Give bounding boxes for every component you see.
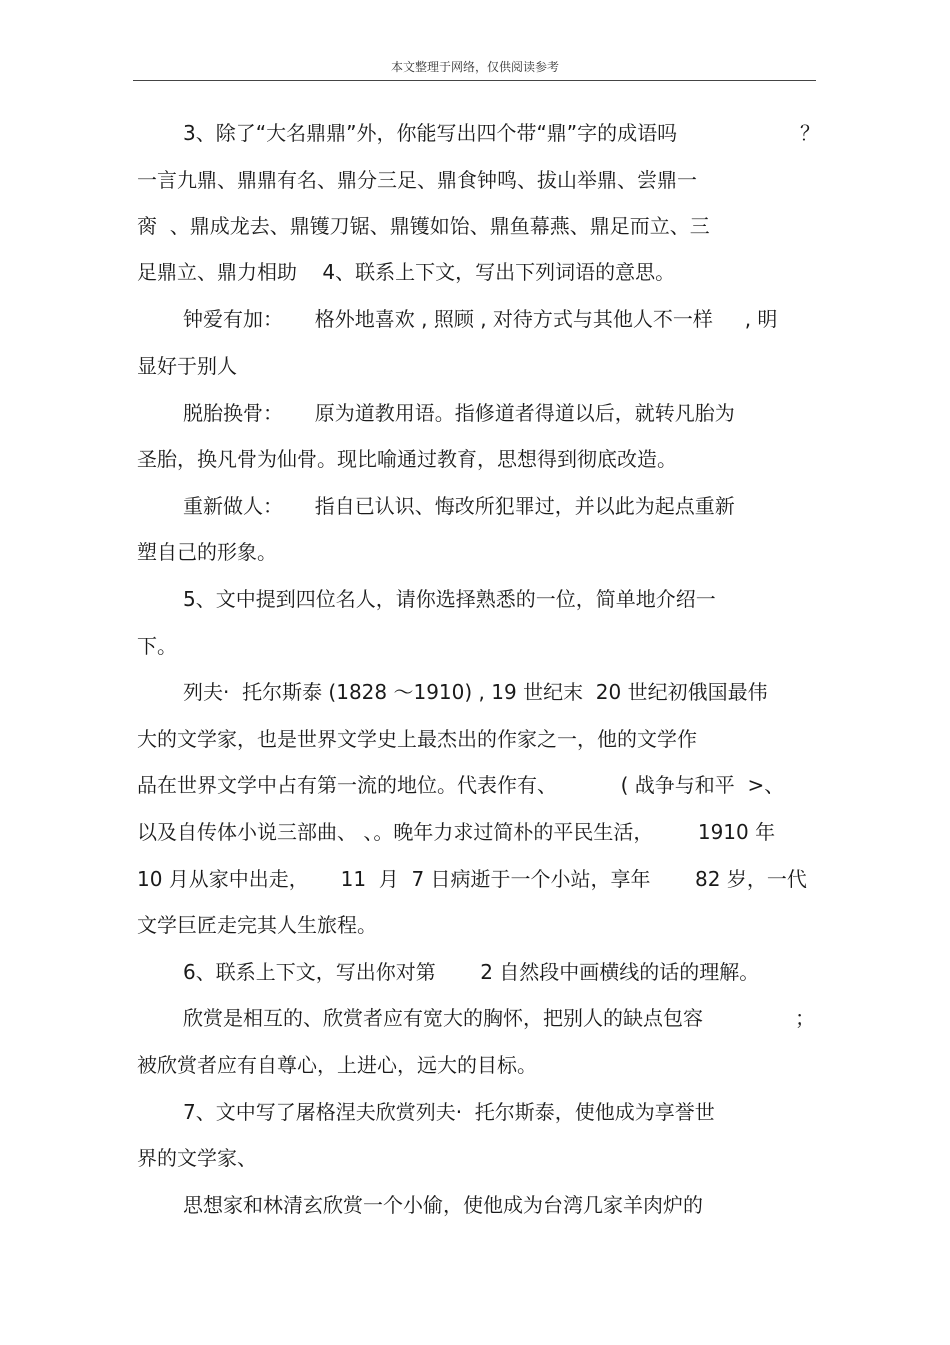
answer-5-line-2: 大的文学家，也是世界文学史上最杰出的作家之一，他的文学作 — [137, 727, 697, 751]
answer-5-line-5: 10 月从家中出走， 11 月 7 日病逝于一个小站，享年 82 岁，一代 — [137, 867, 807, 891]
page-header: 本文整理于网络，仅供阅读参考 — [390, 60, 559, 74]
definition-1-line-1: 钟爱有加： 格外地喜欢 , 照顾 , 对待方式与其他人不一样 , 明 — [183, 307, 778, 331]
definition-2-line-2: 圣胎，换凡骨为仙骨。现比喻通过教育，思想得到彻底改造。 — [137, 447, 677, 471]
answer-5-line-6: 文学巨匠走完其人生旅程。 — [137, 913, 377, 937]
answer-6-line-2: 被欣赏者应有自尊心，上进心，远大的目标。 — [137, 1053, 537, 1077]
question-7-line-2: 界的文学家、 — [137, 1146, 257, 1170]
answer-3-line-2: 脔 、鼎成龙去、鼎镬刀锯、鼎镬如饴、鼎鱼幕燕、鼎足而立、三 — [137, 214, 710, 238]
definition-1-line-2: 显好于别人 — [137, 354, 237, 378]
answer-5-line-4: 以及自传体小说三部曲、 、。晚年力求过简朴的平民生活， 1910 年 — [137, 820, 776, 844]
definition-2-line-1: 脱胎换骨： 原为道教用语。指修道者得道以后，就转凡胎为 — [183, 401, 735, 425]
answer-3-line-3: 足鼎立、鼎力相助 4、联系上下文，写出下列词语的意思。 — [137, 260, 676, 284]
answer-6-semicolon: ； — [795, 1006, 815, 1030]
question-5-line-2: 下。 — [137, 634, 177, 658]
question-7-line-1: 7、文中写了屠格涅夫欣赏列夫· 托尔斯泰，使他成为享誉世 — [183, 1100, 715, 1124]
question-5-line-1: 5、文中提到四位名人，请你选择熟悉的一位，简单地介绍一 — [183, 587, 716, 611]
question-3-mark: ？ — [800, 121, 820, 145]
answer-6-line-1: 欣赏是相互的、欣赏者应有宽大的胸怀，把别人的缺点包容 — [183, 1006, 703, 1030]
answer-3-line-1: 一言九鼎、鼎鼎有名、鼎分三足、鼎食钟鸣、拔山举鼎、尝鼎一 — [137, 168, 697, 192]
question-7-line-3: 思想家和林清玄欣赏一个小偷，使他成为台湾几家羊肉炉的 — [183, 1193, 703, 1217]
answer-5-line-3: 品在世界文学中占有第一流的地位。代表作有、 ( 战争与和平 >、 — [137, 773, 785, 797]
definition-3-line-1: 重新做人： 指自已认识、悔改所犯罪过，并以此为起点重新 — [183, 494, 735, 518]
answer-5-line-1: 列夫· 托尔斯泰 (1828 ～1910) , 19 世纪末 20 世纪初俄国最伟 — [183, 680, 768, 704]
question-6-line-1: 6、联系上下文，写出你对第 2 自然段中画横线的话的理解。 — [183, 960, 760, 984]
question-3-line-1: 3、除了“大名鼎鼎”外，你能写出四个带“鼎”字的成语吗 — [183, 121, 678, 145]
definition-3-line-2: 塑自己的形象。 — [137, 540, 277, 564]
header-divider — [133, 80, 816, 81]
